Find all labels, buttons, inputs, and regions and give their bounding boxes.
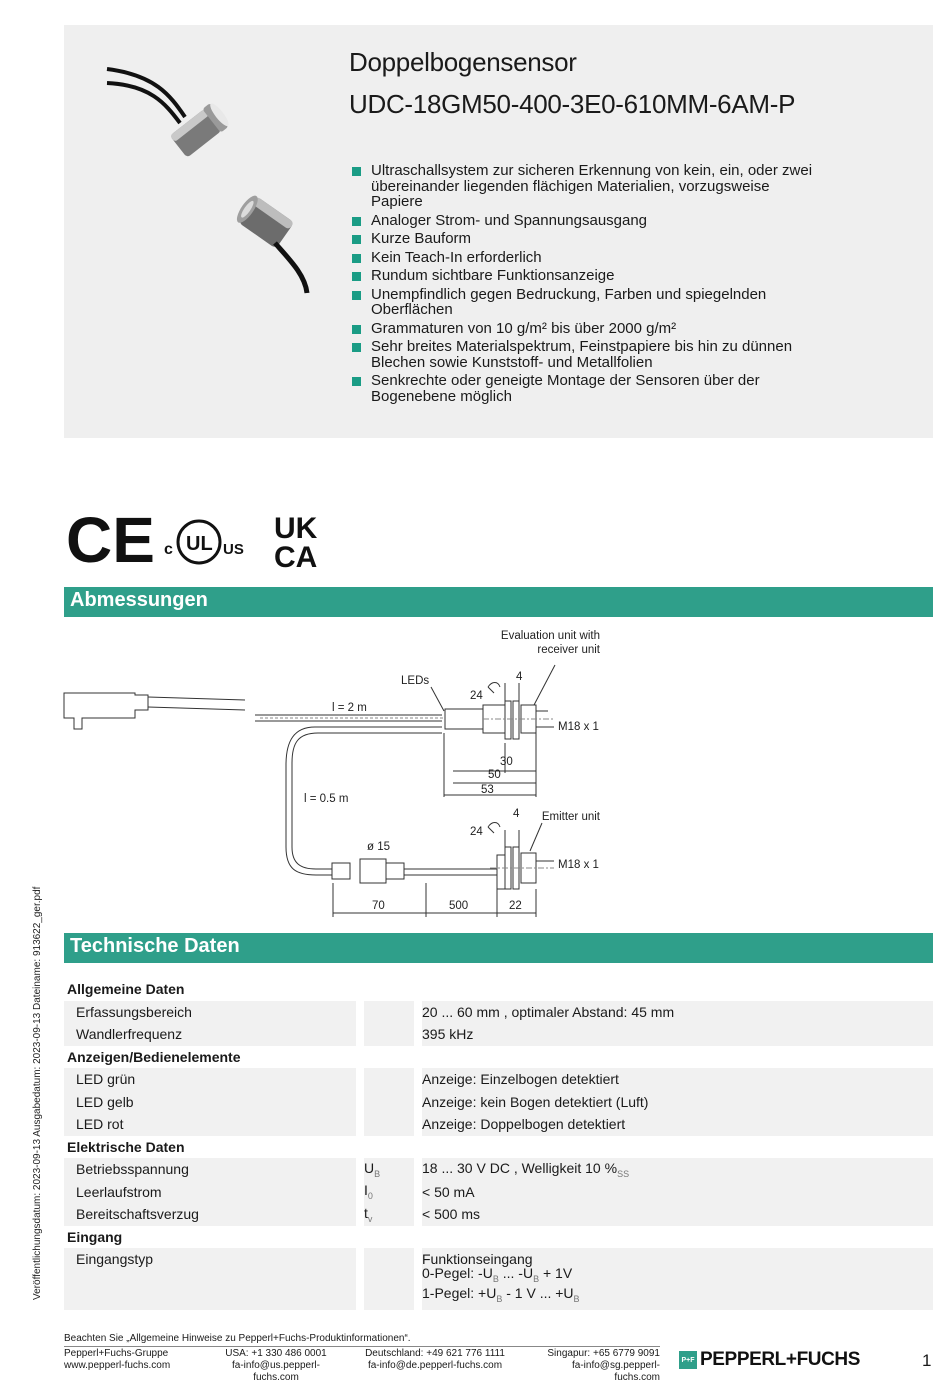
footer-note: Beachten Sie „Allgemeine Hinweise zu Pepperl+Fuchs-Produktinformationen“. (64, 1333, 411, 1344)
dim-wrench-receiver: 24 (470, 690, 483, 702)
feature-item: Kein Teach-In erforderlich (352, 250, 822, 266)
dim-nut-receiver: 4 (516, 671, 523, 683)
group-heading: Elektrische Daten (67, 1138, 185, 1155)
label-evaluation-unit-2: receiver unit (537, 644, 600, 656)
bullet-icon (352, 167, 361, 176)
pf-logo-icon: P+F (679, 1351, 697, 1369)
product-title: Doppelbogensensor (349, 47, 577, 77)
dim-500: 500 (449, 900, 469, 912)
footer-contact-de: Deutschland: +49 621 776 1111 fa-info@de.pepperl-fuchs.com (365, 1348, 505, 1371)
footer-link-website[interactable]: www.pepperl-fuchs.com (64, 1360, 171, 1371)
technical-data-table (64, 978, 933, 1310)
table-row: Eingangstyp Funktionseingang 0-Pegel: $-U_B$ ... $-U_B + 1V$ 1-Pegel: $+U_B - 1$ V ... $+U_B$ (64, 1248, 933, 1310)
dim-wrench-emitter: 24 (470, 826, 483, 838)
bullet-icon (352, 217, 361, 226)
label-cable-short: l = 0.5 m (304, 793, 349, 805)
section-technical-data: Technische Daten (64, 933, 933, 963)
ce-mark-icon (66, 510, 155, 570)
table-row: Bereitschaftsverzug $t_v$ < 500 ms (64, 1203, 933, 1226)
table-row: LED grün Anzeige: Einzelbogen detektiert (64, 1068, 933, 1091)
feature-item: Kurze Bauform (352, 231, 822, 247)
table-row: Wandlerfrequenz 395 kHz (64, 1023, 933, 1046)
dim-22: 22 (509, 900, 522, 912)
publication-info: Veröffentlichungsdatum: 2023-09-13 Ausgabedatum: 2023-09-13 Dateiname: 913622_ger.pdf (32, 886, 43, 1300)
ul-mark-icon (164, 521, 244, 563)
bullet-icon (352, 235, 361, 244)
bullet-icon (352, 254, 361, 263)
bullet-icon (352, 291, 361, 300)
feature-item: Sehr breites Materialspektrum, Feinstpapiere bis hin zu dünnen Blechen sowie Kunststoff- und Metallfolien (352, 339, 822, 370)
company-logo: P+F PEPPERL+FUCHS (679, 1349, 860, 1371)
svg-text:CA: CA (274, 541, 318, 570)
svg-text:UL: UL (186, 533, 213, 555)
label-emitter-unit: Emitter unit (541, 811, 600, 823)
group-heading: Anzeigen/Bedienelemente (67, 1048, 241, 1065)
label-cable-long: l = 2 m (332, 702, 367, 714)
group-heading: Allgemeine Daten (67, 981, 185, 998)
svg-text:CE: CE (66, 510, 155, 570)
feature-item: Analoger Strom- und Spannungsausgang (352, 213, 822, 229)
wrench-icon (488, 683, 500, 694)
feature-item: Unempfindlich gegen Bedruckung, Farben und spiegelnden Oberflächen (352, 287, 822, 318)
feature-list (352, 163, 822, 407)
svg-text:US: US (223, 541, 244, 558)
label-diameter: ø 15 (367, 841, 391, 853)
label-thread-emitter: M18 x 1 (558, 859, 599, 871)
footer-link-email-us[interactable]: fa-info@us.pepperl-fuchs.com (232, 1360, 320, 1383)
bullet-icon (352, 377, 361, 386)
table-row: LED rot Anzeige: Doppelbogen detektiert (64, 1113, 933, 1136)
feature-item: Rundum sichtbare Funktionsanzeige (352, 268, 822, 284)
footer-contact-group: Pepperl+Fuchs-Gruppe www.pepperl-fuchs.com (64, 1348, 171, 1371)
dimension-drawing (60, 625, 620, 920)
svg-text:c: c (164, 541, 173, 558)
bullet-icon (352, 343, 361, 352)
label-leds: LEDs (401, 675, 430, 687)
dim-50: 50 (488, 769, 501, 781)
feature-item: Grammaturen von 10 g/m² bis über 2000 g/m² (352, 321, 822, 337)
table-row: Betriebsspannung $U_B$ 18 ... 30 V DC , Welligkeit 10 $\%_{SS}$ (64, 1158, 933, 1181)
page-number: 1 (922, 1351, 932, 1370)
dim-30: 30 (500, 756, 513, 768)
label-thread-receiver: M18 x 1 (558, 721, 599, 733)
table-row: Leerlaufstrom $I_0$ < 50 mA (64, 1181, 933, 1204)
table-row: LED gelb Anzeige: kein Bogen detektiert (Luft) (64, 1091, 933, 1114)
footer-link-email-sg[interactable]: fa-info@sg.pepperl-fuchs.com (572, 1360, 660, 1383)
dim-70: 70 (372, 900, 385, 912)
section-dimensions: Abmessungen (64, 587, 933, 617)
bullet-icon (352, 325, 361, 334)
footer-link-email-de[interactable]: fa-info@de.pepperl-fuchs.com (367, 1360, 503, 1371)
dim-nut-emitter: 4 (513, 808, 520, 820)
ukca-mark-icon (274, 512, 318, 570)
wrench-icon (488, 823, 500, 834)
footer-contact-usa: USA: +1 330 486 0001 fa-info@us.pepperl-fuchs.com (210, 1348, 342, 1384)
group-heading: Eingang (67, 1228, 123, 1245)
feature-item: Ultraschallsystem zur sicheren Erkennung von kein, ein, oder zwei übereinander liegenden flächigen Materialien, vorzugsweise Papiere (352, 163, 822, 210)
label-evaluation-unit: Evaluation unit with (500, 630, 600, 642)
product-model: UDC-18GM50-400-3E0-610MM-6AM-P (349, 89, 796, 119)
table-row: Erfassungsbereich 20 ... 60 mm , optimaler Abstand: 45 mm (64, 1001, 933, 1024)
svg-text:UK: UK (274, 512, 318, 545)
footer-divider (64, 1346, 660, 1347)
product-image (95, 55, 315, 295)
feature-item: Senkrechte oder geneigte Montage der Sensoren über der Bogenebene möglich (352, 373, 822, 404)
bullet-icon (352, 272, 361, 281)
dim-53: 53 (481, 784, 494, 796)
footer-contact-sg: Singapur: +65 6779 9091 fa-info@sg.pepperl-fuchs.com (527, 1348, 660, 1384)
certification-logos (66, 510, 366, 570)
